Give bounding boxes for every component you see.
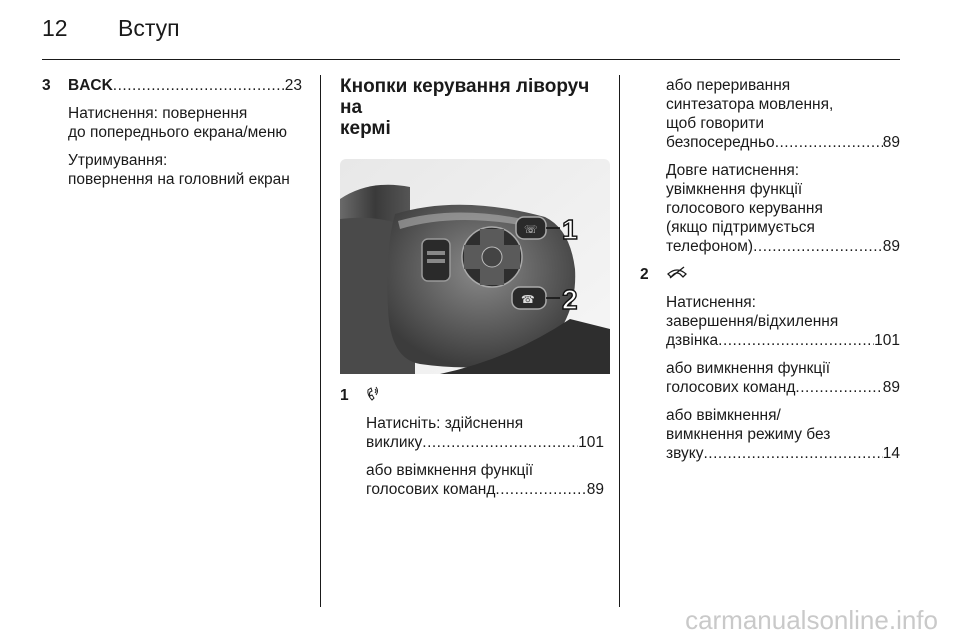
navigation-pad <box>462 227 522 287</box>
toc-row <box>68 76 302 95</box>
page-ref[interactable]: 101 <box>578 434 604 451</box>
long-press-desc-5: телефоном) <box>666 238 754 255</box>
leader-dots <box>753 237 883 256</box>
item1-desc-4: голосових команд <box>366 481 496 498</box>
entry-item-1 <box>340 386 604 499</box>
item1-desc-3: або ввімкнення функції <box>366 462 534 479</box>
watermark: carmanualsonline.info <box>685 605 938 635</box>
leader-dots <box>795 378 882 397</box>
entry-back <box>42 76 302 189</box>
item2-desc-6: вимкнення режиму без <box>666 426 831 443</box>
toc-row <box>666 444 900 463</box>
long-press-desc-4: (якщо підтримується <box>666 219 815 236</box>
leader-dots <box>703 444 882 463</box>
leader-dots <box>495 480 586 499</box>
item2-press: Натиснення: <box>666 294 756 311</box>
phone-voice-button <box>516 217 546 239</box>
item2-desc-5: або ввімкнення/ <box>666 407 781 424</box>
long-press-desc-2: увімкнення функції <box>666 181 803 198</box>
cont-desc-1: або переривання <box>666 77 791 94</box>
press-description: Натиснення: повернення <box>68 105 248 122</box>
steering-wheel-illustration <box>340 159 610 374</box>
item2-desc-4: голосових команд <box>666 379 796 396</box>
entry-label: 1 <box>340 387 349 404</box>
item2-desc-2: дзвінка <box>666 332 719 349</box>
hang-up-button <box>512 287 546 309</box>
back-key-label: BACK <box>68 77 113 94</box>
phone-voice-icon <box>366 386 604 405</box>
toc-row <box>666 237 900 256</box>
column-divider-1 <box>320 75 321 607</box>
right-column <box>640 76 900 463</box>
item2-desc-7: звуку <box>666 445 704 462</box>
middle-column <box>340 76 604 499</box>
long-press-desc-3: голосового керування <box>666 200 823 217</box>
entry-item-2 <box>640 265 900 463</box>
entry-label: 2 <box>640 266 649 283</box>
left-column <box>42 76 302 189</box>
item2-desc-1: завершення/відхилення <box>666 313 839 330</box>
item1-desc-1: Натисніть: здійснення <box>366 415 524 432</box>
cont-desc-4: безпосередньо <box>666 134 775 151</box>
page-ref[interactable]: 89 <box>882 134 900 151</box>
page-ref[interactable]: 89 <box>882 238 900 255</box>
section-title: Вступ <box>118 15 180 41</box>
svg-text:☏: ☏ <box>524 223 538 236</box>
subsection-title: Кнопки керування ліворуч на <box>340 76 590 118</box>
hang-up-icon <box>666 265 900 284</box>
toc-row <box>666 378 900 397</box>
toc-row <box>666 133 900 152</box>
item2-desc-3: або вимкнення функції <box>666 360 831 377</box>
header-rule <box>42 59 900 60</box>
page-ref[interactable]: 23 <box>284 77 302 94</box>
press-description-2: до попереднього екрана/меню <box>68 124 288 141</box>
toc-row <box>366 433 604 452</box>
hold-description-2: повернення на головний екран <box>68 171 290 188</box>
toc-row <box>366 480 604 499</box>
column-divider-2 <box>619 75 620 607</box>
leader-dots <box>422 433 578 452</box>
page-ref[interactable]: 14 <box>882 445 900 462</box>
leader-dots <box>775 133 883 152</box>
page-number: 12 <box>42 15 68 41</box>
item1-desc-2: виклику <box>366 434 423 451</box>
toc-row <box>666 331 900 350</box>
leader-dots <box>718 331 874 350</box>
hold-description: Утримування: <box>68 152 168 169</box>
page-ref[interactable]: 89 <box>882 379 900 396</box>
cont-desc-2: синтезатора мовлення, <box>666 96 834 113</box>
svg-text:☎: ☎ <box>521 293 535 306</box>
steering-wheel-figure <box>340 159 610 374</box>
callout-2: 2 <box>562 284 578 315</box>
subsection-title-2: кермі <box>340 118 391 139</box>
callout-1: 1 <box>562 214 578 245</box>
cont-desc-3: щоб говорити <box>666 115 765 132</box>
page-ref[interactable]: 101 <box>874 332 900 349</box>
leader-dots <box>113 76 285 95</box>
page-ref[interactable]: 89 <box>586 481 604 498</box>
long-press-desc-1: Довге натиснення: <box>666 162 800 179</box>
entry-label: 3 <box>42 77 51 94</box>
